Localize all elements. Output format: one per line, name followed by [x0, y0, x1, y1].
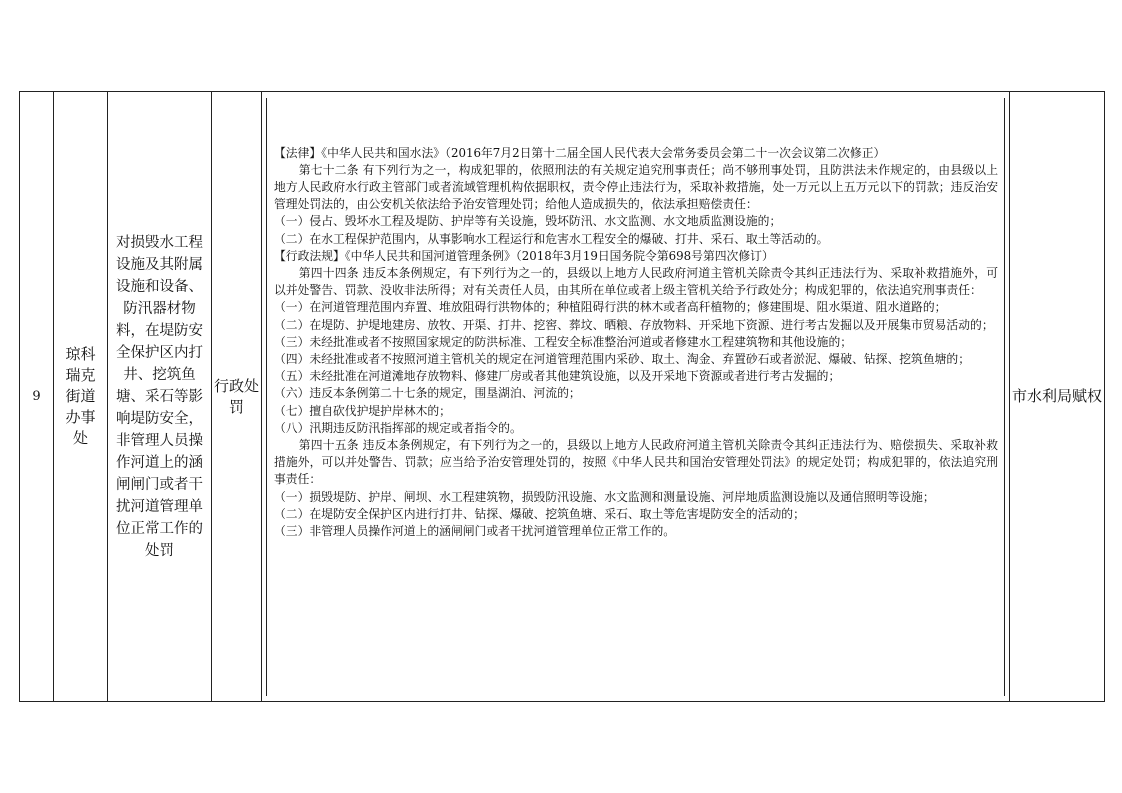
basis-paragraph: （一）损毁堤防、护岸、闸坝、水工程建筑物，损毁防汛设施、水文监测和测量设施、河岸地质监测设施以及通信照明等设施； [274, 489, 935, 504]
power-type-cell [212, 92, 262, 702]
basis-paragraph: （八）汛期违反防汛指挥部的规定或者指令的。 [274, 420, 522, 435]
matter-name: 对损毁水工程设施及其附属设施和设备、防汛器材物料，在堤防安全保护区内打井、挖筑鱼塘、采石等影响堤防安全，非管理人员操作河道上的涵闸闸门或者干扰河道管理单位正常工作的处罚 [116, 234, 203, 559]
basis-paragraph: （一）在河道管理范围内弃置、堆放阻碍行洪物体的；种植阻碍行洪的林木或者高秆植物的；修建围堤、阻水渠道、阻水道路的； [274, 300, 947, 315]
power-type: 行政处罚 [213, 376, 259, 416]
table-row [20, 92, 1105, 702]
basis-paragraph: （二）在堤防、护堤地建房、放牧、开渠、打井、挖窖、葬坟、晒粮、存放物料、开采地下资源、进行考古发掘以及开展集市贸易活动的； [274, 317, 994, 332]
subject-cell [54, 92, 108, 702]
basis-paragraph: （二）在水工程保护范围内，从事影响水工程运行和危害水工程安全的爆破、打井、采石、取土等活动的。 [274, 231, 829, 246]
basis-paragraph: （一）侵占、毁坏水工程及堤防、护岸等有关设施，毁坏防汛、水文监测、水文地质监测设施的； [274, 214, 782, 229]
matter-cell [108, 92, 212, 702]
basis-paragraph: 第七十二条 有下列行为之一，构成犯罪的，依照刑法的有关规定追究刑事责任；尚不够刑事处罚，且防洪法未作规定的，由县级以上地方人民政府水行政主管部门或者流域管理机构依据职权，责令停止违法行为，采取补救措施，处一万元以上五万元以下的罚款；违反治安管理处罚法的，由公安机关依法给予治安管理处罚；给他人造成损失的，依法承担赔偿责任： [274, 162, 998, 212]
basis-paragraph: 第四十五条 违反本条例规定，有下列行为之一的，县级以上地方人民政府河道主管机关除责令其纠正违法行为、赔偿损失、采取补救措施外，可以并处警告、罚款；应当给予治安管理处罚的，按照《中华人民共和国治安管理处罚法》的规定处罚；构成犯罪的，依法追究刑事责任： [274, 437, 998, 487]
authority-cell [1010, 92, 1105, 702]
row-number-cell [20, 92, 54, 702]
legal-basis-frame [266, 98, 1005, 696]
basis-paragraph: （四）未经批准或者不按照河道主管机关的规定在河道管理范围内采砂、取土、淘金、弃置砂石或者淤泥、爆破、钻探、挖筑鱼塘的； [274, 351, 971, 366]
authorizing-department: 市水利局赋权 [1011, 387, 1102, 405]
basis-paragraph: （三）非管理人员操作河道上的涵闸闸门或者干扰河道管理单位正常工作的。 [274, 523, 676, 538]
basis-paragraph: （六）违反本条例第二十七条的规定，围垦湖泊、河流的； [274, 386, 581, 401]
legal-basis-cell [262, 92, 1010, 702]
row-number: 9 [32, 389, 41, 404]
implementing-subject: 琼科瑞克街道办事处 [65, 345, 96, 447]
basis-paragraph: （二）在堤防安全保护区内进行打井、钻探、爆破、挖筑鱼塘、采石、取土等危害堤防安全的活动的； [274, 506, 805, 521]
basis-paragraph: （五）未经批准在河道滩地存放物料、修建厂房或者其他建筑设施，以及开采地下资源或者进行考古发掘的； [274, 369, 841, 384]
basis-paragraph: （三）未经批准或者不按照国家规定的防洪标准、工程安全标准整治河道或者修建水工程建筑物和其他设施的； [274, 334, 853, 349]
power-list-table [19, 91, 1105, 702]
basis-paragraph: （七）擅自砍伐护堤护岸林木的； [274, 403, 451, 418]
basis-paragraph: 第四十四条 违反本条例规定，有下列行为之一的，县级以上地方人民政府河道主管机关除责令其纠正违法行为、采取补救措施外，可以并处警告、罚款、没收非法所得；对有关责任人员，由其所在单位或者上级主管机关给予行政处分；构成犯罪的，依法追究刑事责任： [274, 265, 998, 298]
basis-paragraph: 【行政法规】《中华人民共和国河道管理条例》（2018年3月19日国务院令第698号第四次修订） [274, 248, 774, 263]
basis-paragraph: 【法律】《中华人民共和国水法》（2016年7月2日第十二届全国人民代表大会常务委员会第二十一次会议第二次修正） [274, 145, 886, 160]
